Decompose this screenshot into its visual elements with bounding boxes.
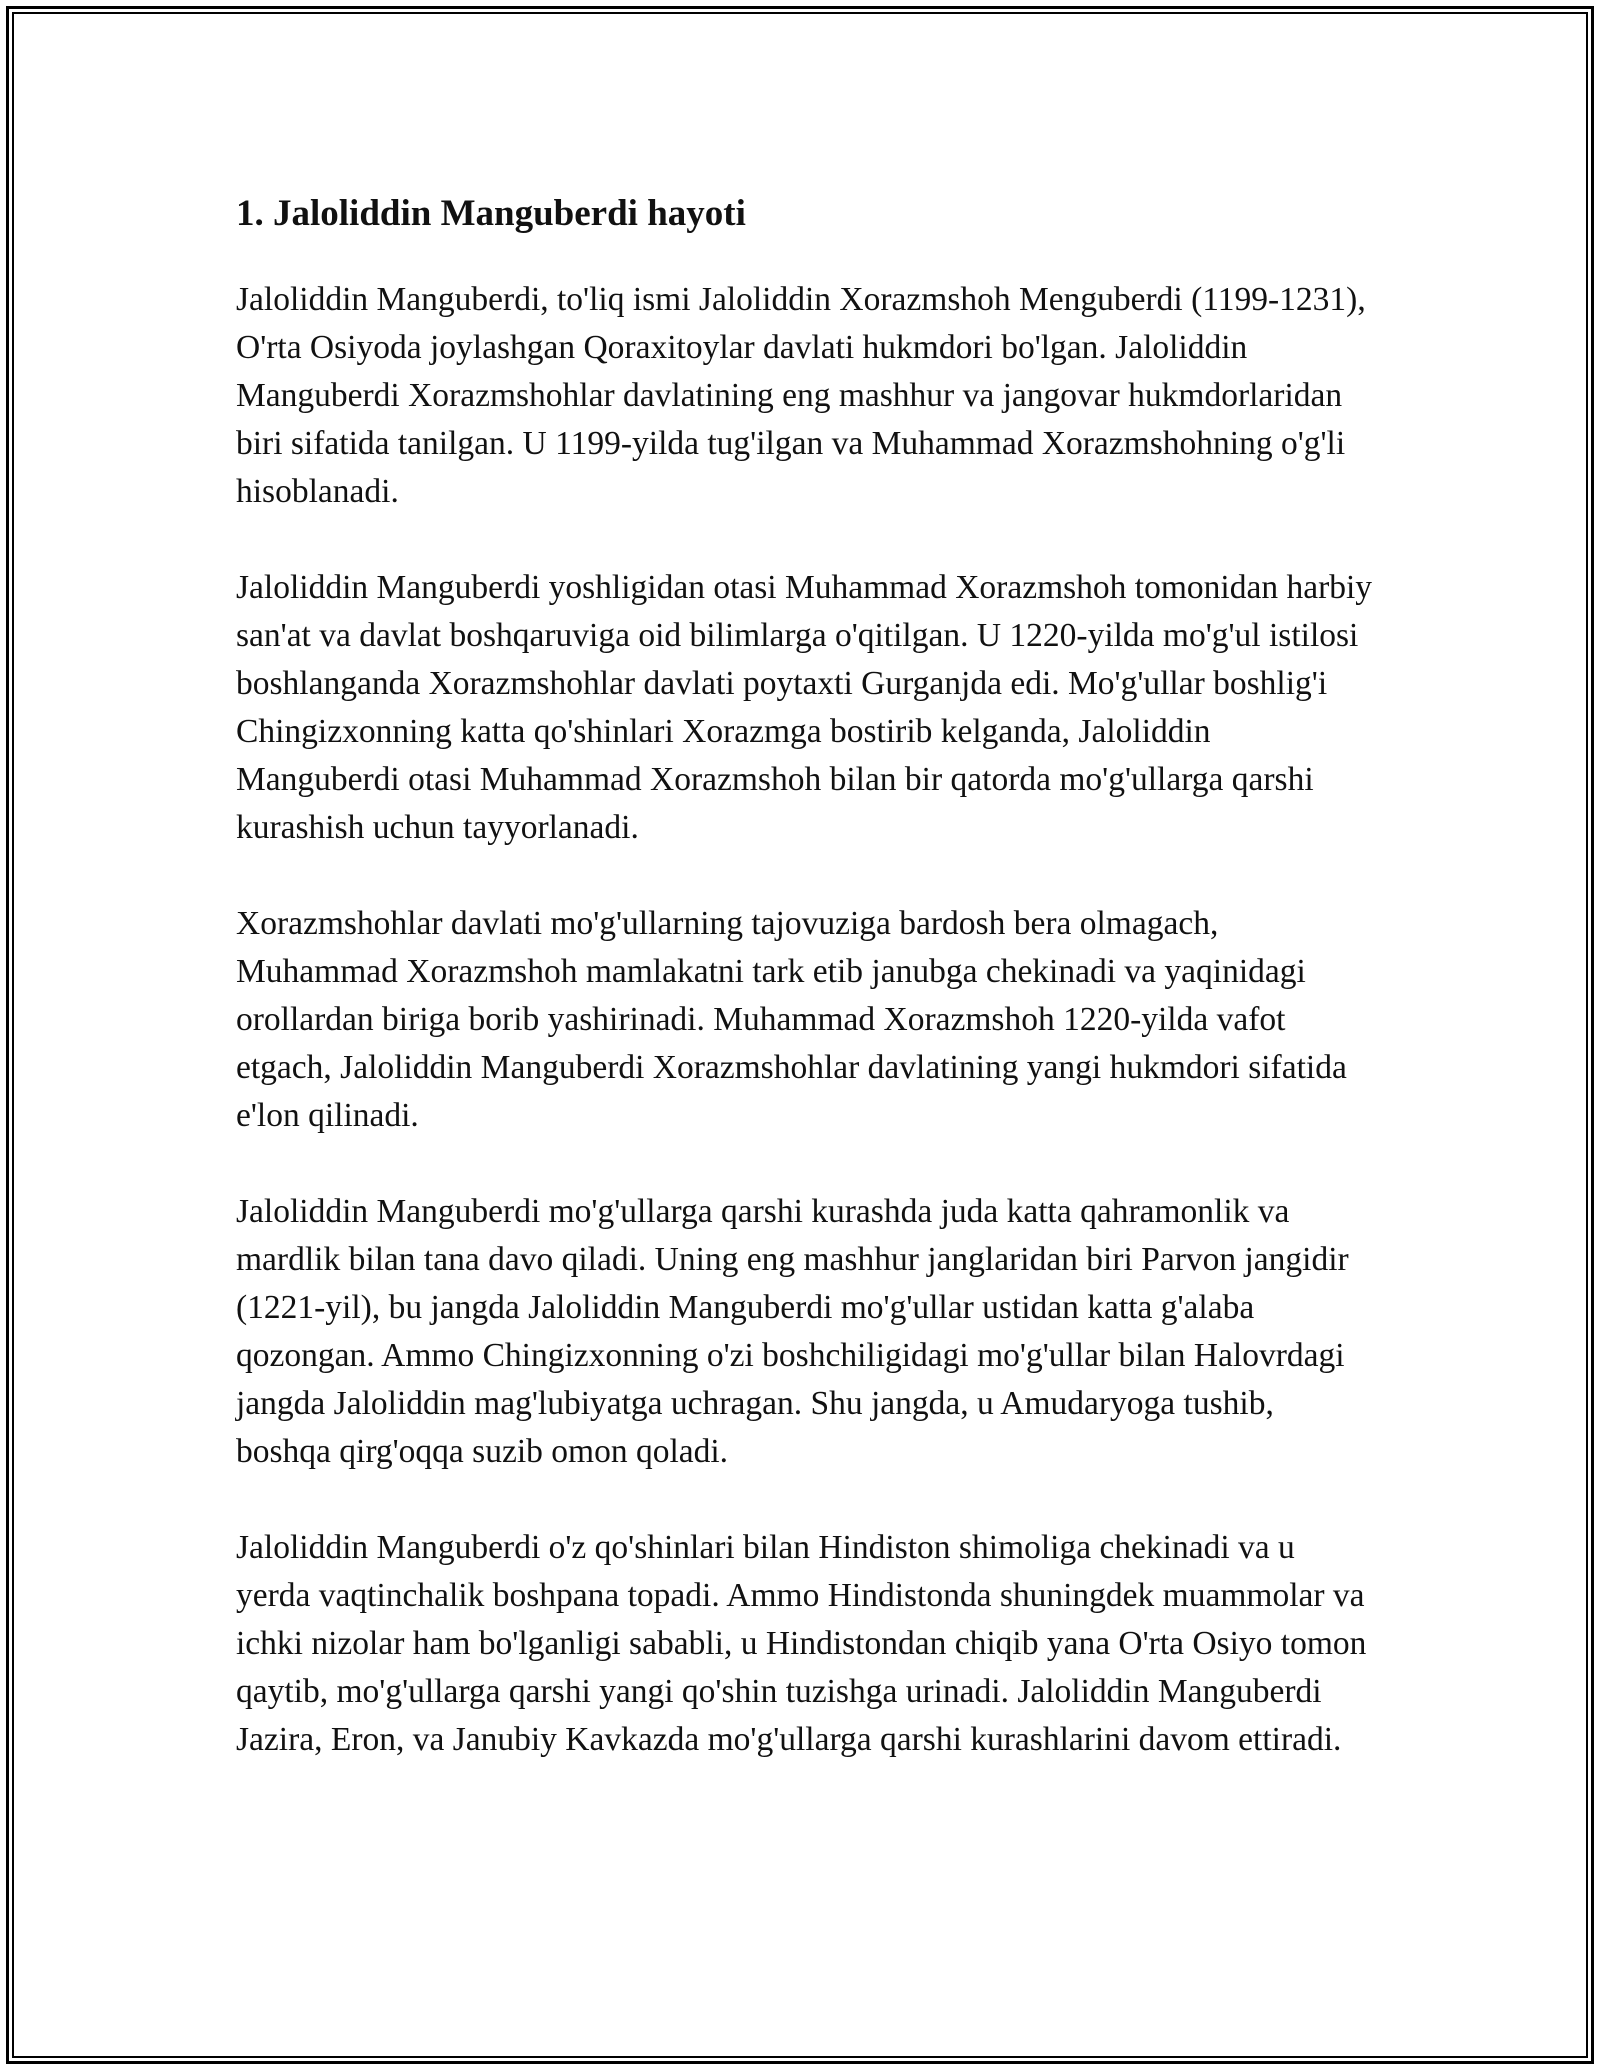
document-title: 1. Jaloliddin Manguberdi hayoti — [236, 193, 746, 234]
paragraph-2: Jaloliddin Manguberdi yoshligidan otasi Muhammad Xorazmshoh tomonidan harbiy san'at va davlat boshqaruviga oid bilimlarga o'qitilgan. U 1220-yilda mo'g'ul istilosi boshlanganda Xorazmshohlar davlati poytaxti Gurganjda edi. Mo'g'ullar boshlig'i Chingizxonning katta qo'shinlari Xorazmga bostirib kelganda, Jaloliddin Manguberdi otasi Muhammad Xorazmshoh bilan bir qatorda mo'g'ullarga qarshi kurashish uchun tayyorlanadi. — [236, 569, 1373, 846]
paragraph-1: Jaloliddin Manguberdi, to'liq ismi Jaloliddin Xorazmshoh Menguberdi (1199-1231), O'rta Osiyoda joylashgan Qoraxitoylar davlati hukmdori bo'lgan. Jaloliddin Manguberdi Xorazmshohlar davlatining eng mashhur va jangovar hukmdorlaridan biri sifatida tanilgan. U 1199-yilda tug'ilgan va Muhammad Xorazmshohning o'g'li hisoblanadi. — [236, 281, 1366, 510]
paragraph-4: Jaloliddin Manguberdi mo'g'ullarga qarshi kurashda juda katta qahramonlik va mardlik bilan tana davo qiladi. Uning eng mashhur janglaridan biri Parvon jangidir (1221-yil), bu jangda Jaloliddin Manguberdi mo'g'ullar ustidan katta g'alaba qozongan. Ammo Chingizxonning o'zi boshchiligidagi mo'g'ullar bilan Halovrdagi jangda Jaloliddin mag'lubiyatga uchragan. Shu jangda, u Amudaryoga tushib, boshqa qirg'oqqa suzib omon qoladi. — [236, 1193, 1349, 1470]
document-body — [236, 188, 1376, 1812]
paragraph-3: Xorazmshohlar davlati mo'g'ullarning tajovuziga bardosh bera olmagach, Muhammad Xorazmshoh mamlakatni tark etib janubga chekinadi va yaqinidagi orollardan biriga borib yashirinadi. Muhammad Xorazmshoh 1220-yilda vafot etgach, Jaloliddin Manguberdi Xorazmshohlar davlatining yangi hukmdori sifatida e'lon qilinadi. — [236, 905, 1347, 1134]
paragraph-5: Jaloliddin Manguberdi o'z qo'shinlari bilan Hindiston shimoliga chekinadi va u yerda vaqtinchalik boshpana topadi. Ammo Hindistonda shuningdek muammolar va ichki nizolar ham bo'lganligi sababli, u Hindistondan chiqib yana O'rta Osiyo tomon qaytib, mo'g'ullarga qarshi yangi qo'shin tuzishga urinadi. Jaloliddin Manguberdi Jazira, Eron, va Janubiy Kavkazda mo'g'ullarga qarshi kurashlarini davom ettiradi. — [236, 1529, 1367, 1758]
